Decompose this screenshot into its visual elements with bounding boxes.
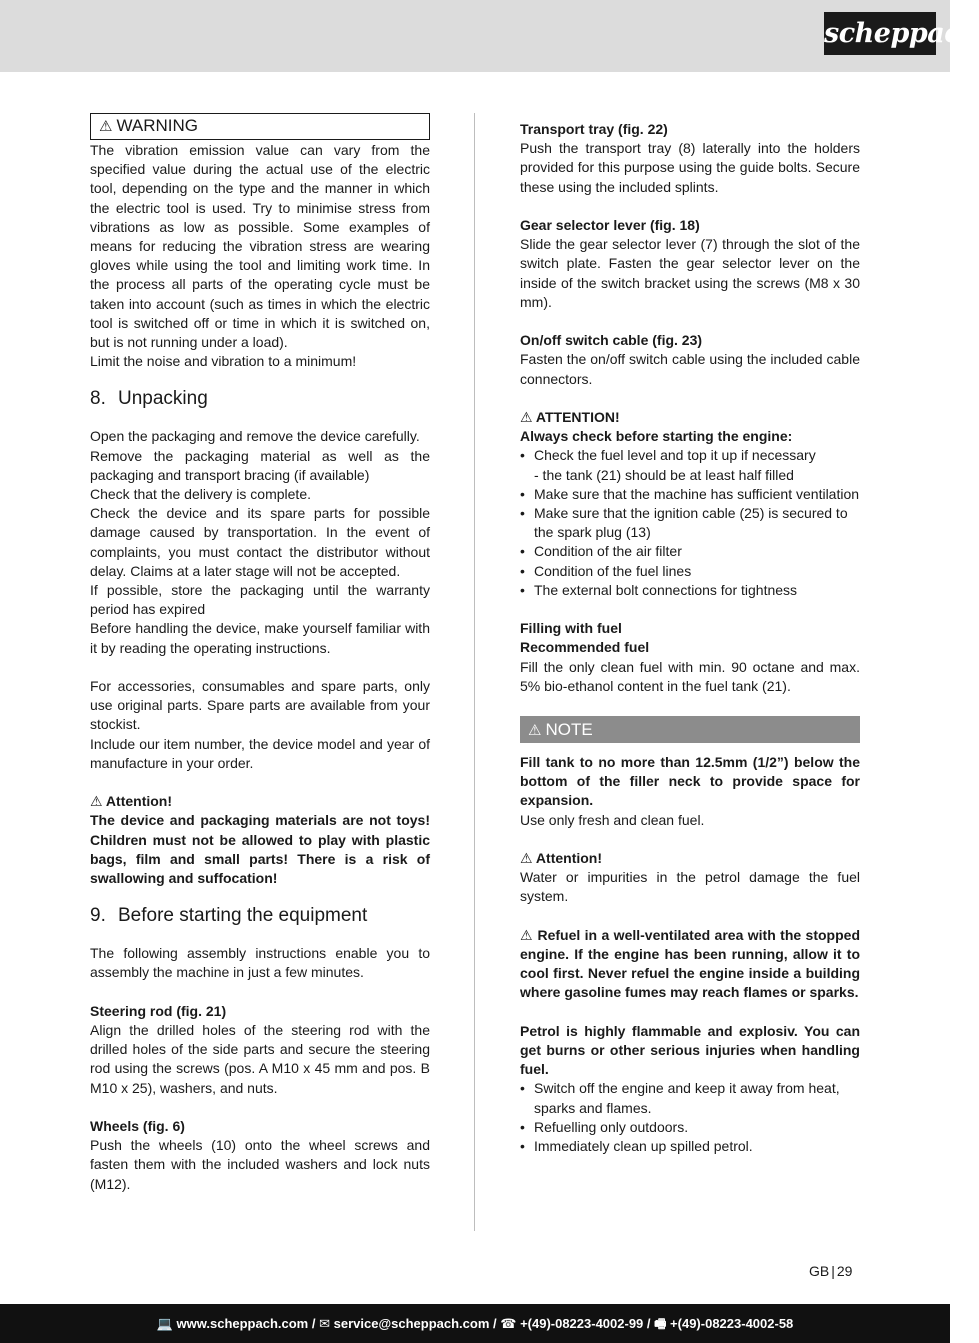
- warning-triangle-icon: ⚠: [520, 926, 538, 943]
- list-item: • Immediately clean up spilled petrol.: [520, 1137, 860, 1156]
- safety-list: [520, 1079, 860, 1156]
- unpack-p4: Check the device and its spare parts for possible damage caused by transportation. In the event of complaints, you must contact the distributor without delay. Claims at a later stage will not be accepted.: [90, 505, 430, 579]
- email-link[interactable]: service@scheppach.com: [333, 1316, 490, 1331]
- website-link[interactable]: www.scheppach.com: [176, 1316, 309, 1331]
- refuel-warning: ⚠ Refuel in a well-ventilated area with the stopped engine. If the engine has been running, allow it to cool first. Never refuel the engine inside a building where gasoline fumes may reach flames or sparks.: [520, 926, 860, 1001]
- fax-number: +(49)-08223-4002-58: [670, 1316, 794, 1331]
- email-icon: ✉: [319, 1316, 330, 1331]
- attention2-heading: ⚠ Attention!: [520, 850, 603, 867]
- attention-caps-heading: ⚠ ATTENTION!: [520, 409, 620, 425]
- right-column: [520, 120, 860, 1156]
- attention-text: The device and packaging materials are not toys! Children must not be allowed to play with plastic bags, film and small parts! There is a risk of swallowing and suffocation!: [90, 812, 430, 887]
- unpack-p7: For accessories, consumables and spare parts, only use original parts. Spare parts are available from your stockist.: [90, 678, 430, 733]
- list-item: • Switch off the engine and keep it away from heat, sparks and flames.: [520, 1079, 860, 1117]
- unpack-p2: Remove the packaging material as well as the packaging and transport bracing (if available): [90, 447, 430, 483]
- footer-contact-bar: 💻 www.scheppach.com / ✉ service@scheppach.com / ☎ +(49)-08223-4002-99 / 🖷 +(49)-08223-4002-58: [0, 1304, 950, 1343]
- unpack-p5: If possible, store the packaging until the warranty period has expired: [90, 582, 430, 618]
- list-item: • Condition of the air filter: [520, 542, 860, 561]
- header-band: [0, 0, 950, 72]
- steering-text: Align the drilled holes of the steering rod with the drilled holes of the side parts and secure the steering rod using the screws (pos. A M10 x 45 mm and pos. B M10 x 25), washers, and nuts.: [90, 1022, 430, 1096]
- attention2-text: Water or impurities in the petrol damage the fuel system.: [520, 869, 860, 905]
- warning-label: WARNING: [116, 116, 198, 135]
- note-text: Use only fresh and clean fuel.: [520, 811, 705, 828]
- warning-box: [90, 113, 430, 140]
- warning-limit: Limit the noise and vibration to a minimum!: [90, 353, 357, 370]
- assembly-intro: The following assembly instructions enable you to assembly the machine in just a few minutes.: [90, 945, 430, 981]
- unpack-p6: Before handling the device, make yourself familiar with it by reading the operating instructions.: [90, 620, 430, 656]
- check-heading: Always check before starting the engine:: [520, 428, 793, 445]
- recommended-heading: Recommended fuel: [520, 639, 650, 656]
- list-item: • Make sure that the machine has sufficient ventilation: [520, 485, 860, 504]
- filling-text: Fill the only clean fuel with min. 90 octane and max. 5% bio-ethanol content in the fuel tank (21).: [520, 658, 860, 694]
- note-box: [520, 716, 860, 743]
- steering-heading: Steering rod (fig. 21): [90, 1002, 227, 1019]
- filling-heading: Filling with fuel: [520, 620, 622, 637]
- phone-icon: ☎: [500, 1316, 517, 1331]
- page-number: GB | 29: [809, 1263, 853, 1279]
- list-item: • Check the fuel level and top it up if necessary: [520, 446, 860, 465]
- gear-text: Slide the gear selector lever (7) through the slot of the switch plate. Fasten the gear selector lever on the inside of the switch bracket using the screws (M8 x 30 mm).: [520, 236, 860, 310]
- note-label: NOTE: [545, 720, 593, 740]
- column-divider: [474, 113, 475, 1231]
- section-8-heading: 8. Unpacking: [90, 388, 208, 410]
- list-item: • Condition of the fuel lines: [520, 562, 860, 581]
- warning-text: The vibration emission value can vary from the specified value during the actual use of the electric tool, depending on the type and the manner in which the electric tool is used. Try to minimise stress from vibrations as low as possible. Some examples of means for reducing the vibration stress are wearing gloves while using the tool and limiting work time. In the process all parts of the operating cycle must be taken into account (such as times in which the electric tool is switched off or time in which it is switched on, but is not running under a load).: [90, 142, 430, 351]
- unpack-p3: Check that the delivery is complete.: [90, 486, 311, 503]
- warning-triangle-icon: ⚠: [520, 409, 536, 425]
- list-item: • Make sure that the ignition cable (25) is secured to the spark plug (13): [520, 504, 860, 542]
- switch-text: Fasten the on/off switch cable using the included cable connectors.: [520, 351, 860, 387]
- fax-icon: 🖷: [654, 1316, 667, 1331]
- tray-text: Push the transport tray (8) laterally into the holders provided for this purpose using the guide bolts. Secure these using the included splints.: [520, 140, 860, 195]
- list-item: • Refuelling only outdoors.: [520, 1118, 860, 1137]
- attention-heading: ⚠ Attention!: [90, 793, 173, 810]
- wheels-heading: Wheels (fig. 6): [90, 1118, 185, 1135]
- tray-heading: Transport tray (fig. 22): [520, 121, 668, 137]
- wheels-text: Push the wheels (10) onto the wheel screws and fasten them with the included washers and lock nuts (M12).: [90, 1137, 430, 1192]
- scheppach-logo: scheppach: [824, 12, 936, 55]
- warning-triangle-icon: ⚠: [520, 850, 536, 867]
- phone-number: +(49)-08223-4002-99: [520, 1316, 644, 1331]
- petrol-warning: Petrol is highly flammable and explosiv. You can get burns or other serious injuries when handling fuel.: [520, 1022, 860, 1078]
- switch-heading: On/off switch cable (fig. 23): [520, 332, 703, 349]
- left-column: [90, 113, 430, 1194]
- note-bold-text: Fill tank to no more than 12.5mm (1/2”) below the bottom of the filler neck to provide space for expansion.: [520, 754, 860, 809]
- unpack-p8: Include our item number, the device model and year of manufacture in your order.: [90, 735, 430, 771]
- warning-triangle-icon: ⚠: [99, 118, 113, 135]
- unpack-p1: Open the packaging and remove the device carefully.: [90, 428, 420, 445]
- computer-icon: 💻: [156, 1316, 173, 1331]
- warning-triangle-icon: ⚠: [90, 793, 106, 810]
- warning-triangle-icon: ⚠: [528, 722, 542, 740]
- list-item: - the tank (21) should be at least half filled: [534, 466, 794, 483]
- section-9-heading: 9. Before starting the equipment: [90, 905, 368, 927]
- gear-heading: Gear selector lever (fig. 18): [520, 217, 700, 233]
- list-item: • The external bolt connections for tightness: [520, 581, 860, 600]
- check-list: [520, 446, 860, 600]
